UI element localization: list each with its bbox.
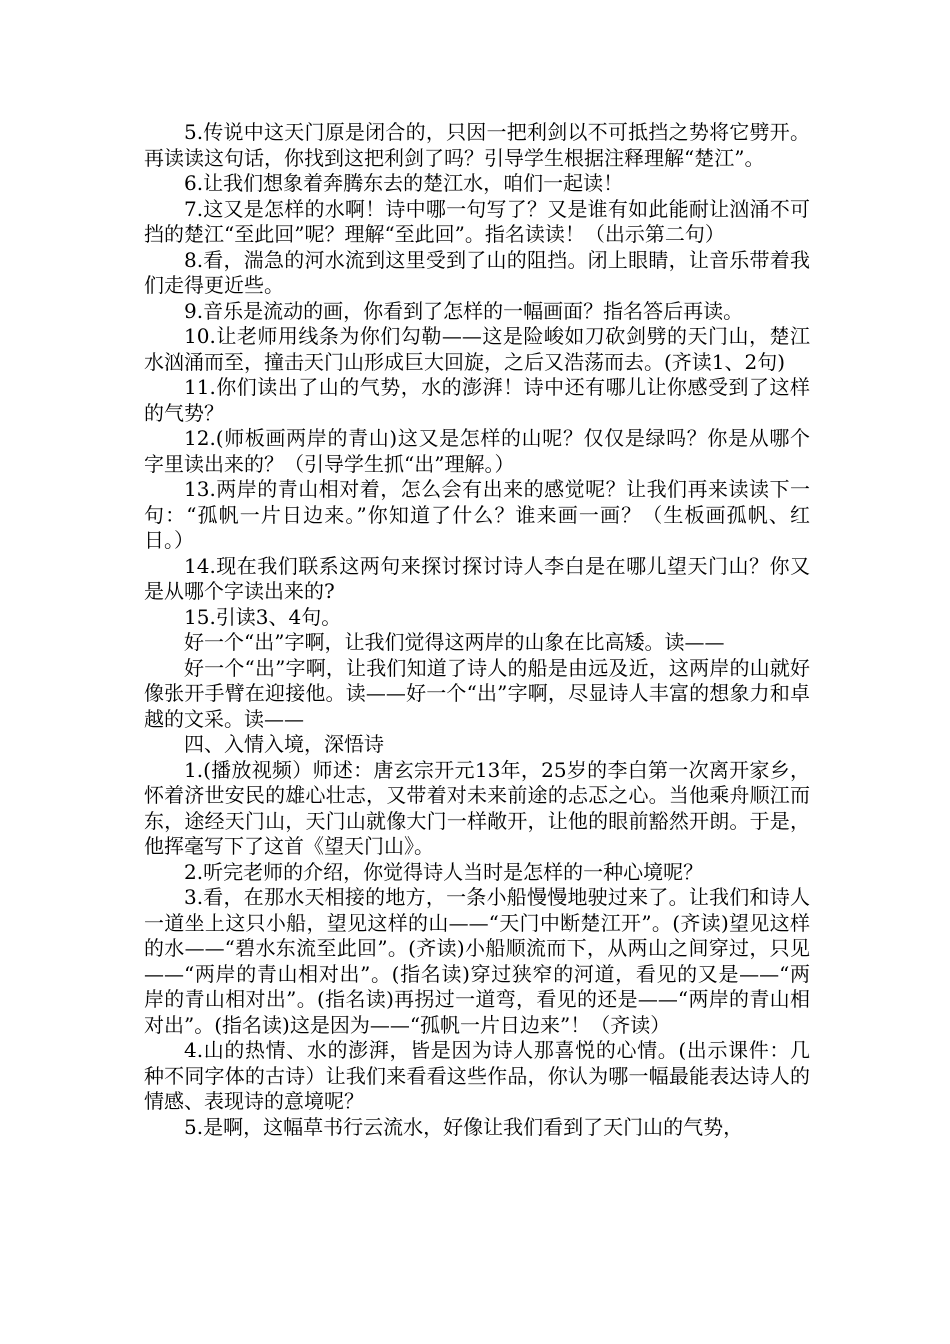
paragraph: 13.两岸的青山相对着，怎么会有出来的感觉呢？让我们再来读读下一句：“孤帆一片日边来。”你知道了什么？谁来画一画？（生板画孤帆、红日。） (144, 477, 810, 552)
paragraph: 7.这又是怎样的水啊！诗中哪一句写了？又是谁有如此能耐让汹涌不可挡的楚江“至此回”呢？理解“至此回”。指名读读！（出示第二句） (144, 196, 810, 246)
paragraph: 8.看，湍急的河水流到这里受到了山的阻挡。闭上眼睛，让音乐带着我们走得更近些。 (144, 247, 810, 297)
paragraph: 好一个“出”字啊，让我们觉得这两岸的山象在比高矮。读—— (184, 630, 725, 654)
paragraph: 9.音乐是流动的画，你看到了怎样的一幅画面？指名答后再读。 (184, 298, 744, 323)
paragraph: 6.让我们想象着奔腾东去的楚江水，咱们一起读！ (184, 171, 624, 195)
paragraph: 14.现在我们联系这两句来探讨探讨诗人李白是在哪儿望天门山？你又是从哪个字读出来的? (144, 553, 810, 603)
paragraph: 5.传说中这天门原是闭合的，只因一把利剑以不可抵挡之势将它劈开。再读读这句话，你找到这把利剑了吗？引导学生根据注释理解“楚江”。 (144, 120, 810, 170)
paragraph: 11.你们读出了山的气势，水的澎湃！诗中还有哪儿让你感受到了这样的气势？ (144, 375, 810, 425)
paragraph: 1.(播放视频）师述：唐玄宗开元13年，25岁的李白第一次离开家乡，怀着济世安民的雄心壮志，又带着对未来前途的忐忑之心。当他乘舟顺江而东，途经天门山，天门山就像大门一样敞开，让他的眼前豁然开朗。于是，他挥毫写下了这首《望天门山》。 (144, 757, 810, 858)
paragraph: 15.引读3、4句。 (184, 604, 342, 629)
paragraph: 好一个“出”字啊，让我们知道了诗人的船是由远及近，这两岸的山就好像张开手臂在迎接他。读——好一个“出”字啊，尽显诗人丰富的想象力和卓越的文采。读—— (144, 655, 810, 731)
section-heading: 四、入情入境，深悟诗 (184, 732, 384, 756)
paragraph: 10.让老师用线条为你们勾勒——这是险峻如刀砍剑劈的天门山，楚江水汹涌而至，撞击天门山形成巨大回旋，之后又浩荡而去。(齐读1、2句) (144, 324, 810, 374)
document-body (144, 120, 810, 1140)
paragraph: 5.是啊，这幅草书行云流水，好像让我们看到了天门山的气势， (184, 1114, 744, 1139)
paragraph: 4.山的热情、水的澎湃，皆是因为诗人那喜悦的心情。(出示课件：几种不同字体的古诗）让我们来看看这些作品，你认为哪一幅最能表达诗人的情感、表现诗的意境呢？ (144, 1038, 810, 1113)
paragraph: 2.听完老师的介绍，你觉得诗人当时是怎样的一种心境呢？ (184, 859, 704, 884)
paragraph: 12.(师板画两岸的青山)这又是怎样的山呢？仅仅是绿吗？你是从哪个字里读出来的？（引导学生抓“出”理解。） (144, 426, 810, 476)
paragraph: 3.看，在那水天相接的地方，一条小船慢慢地驶过来了。让我们和诗人一道坐上这只小船，望见这样的山——“天门中断楚江开”。(齐读)望见这样的水——“碧水东流至此回”。(齐读)小船顺流而下，从两山之间穿过，只见——“两岸的青山相对出”。(指名读)穿过狭窄的河道，看见的又是——“两岸的青山相对出”。(指名读)再拐过一道弯，看见的还是——“两岸的青山相对出”。(指名读)这是因为——“孤帆一片日边来”！（齐读） (144, 885, 810, 1037)
